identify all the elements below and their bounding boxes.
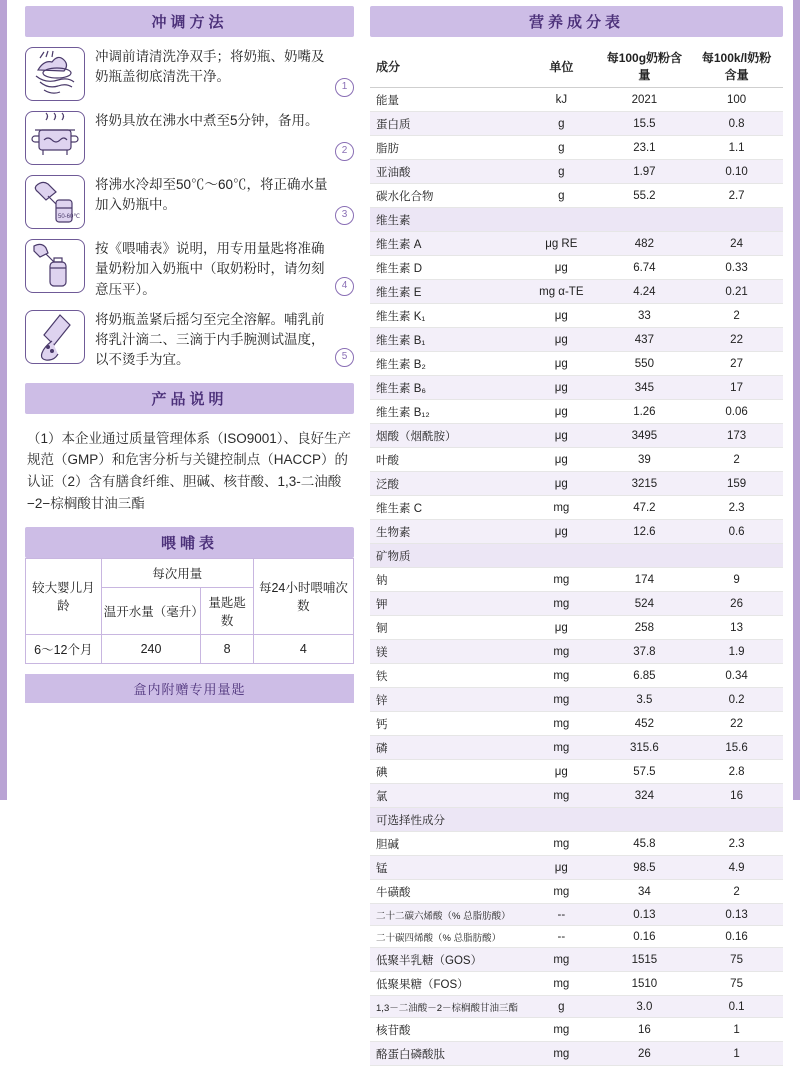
nutrition-cell-per100ml: 17 — [690, 376, 783, 400]
nutrition-cell-name: 低聚果糖（FOS） — [370, 972, 524, 996]
nutrition-cell-per100g: 345 — [599, 376, 691, 400]
nutrition-cell-per100g: 3.5 — [599, 688, 691, 712]
nutrition-cell-name: 叶酸 — [370, 448, 524, 472]
nutrition-cell-unit: mg — [524, 736, 599, 760]
table-row — [370, 712, 783, 736]
nutrition-cell-per100ml: 159 — [690, 472, 783, 496]
nutrition-cell-per100g: 1510 — [599, 972, 691, 996]
nutrition-cell-per100g: 3495 — [599, 424, 691, 448]
nutrition-cell-per100ml: 0.10 — [690, 160, 783, 184]
nutrition-cell-name: 蛋白质 — [370, 112, 524, 136]
nutrition-group-label: 可选择性成分 — [370, 808, 524, 832]
nutrition-cell-name: 维生素 B₁ — [370, 328, 524, 352]
nutrition-cell-per100ml: 2.3 — [690, 832, 783, 856]
nutrition-cell-unit: mg — [524, 1042, 599, 1066]
preparation-step — [25, 47, 354, 101]
preparation-step — [25, 111, 354, 165]
table-row — [370, 352, 783, 376]
nutrition-group-blank — [599, 208, 691, 232]
table-row — [370, 280, 783, 304]
nutrition-cell-per100g: 258 — [599, 616, 691, 640]
preparation-step-text: 将奶瓶盖紧后摇匀至完全溶解。哺乳前将乳汁滴二、三滴于内手腕测试温度，以不烫手为宜。 — [95, 311, 325, 368]
step-number: 5 — [335, 348, 354, 367]
left-column — [11, 6, 362, 796]
nutrition-cell-name: 核苷酸 — [370, 1018, 524, 1042]
nutrition-cell-name: 维生素 D — [370, 256, 524, 280]
washing-hands-icon — [25, 47, 85, 101]
nutrition-cell-per100g: 16 — [599, 1018, 691, 1042]
nutrition-cell-per100ml: 0.16 — [690, 926, 783, 948]
nutrition-cell-per100g: 98.5 — [599, 856, 691, 880]
step-number: 2 — [335, 142, 354, 161]
nutrition-cell-unit: mg α-TE — [524, 280, 599, 304]
nutrition-title: 营养成分表 — [370, 6, 783, 37]
preparation-step-text: 将奶具放在沸水中煮至5分钟，备用。 — [95, 113, 319, 128]
nutrition-cell-per100g: 174 — [599, 568, 691, 592]
table-row — [370, 1018, 783, 1042]
nutrition-cell-per100g: 47.2 — [599, 496, 691, 520]
right-column — [362, 6, 789, 1061]
nutrition-cell-unit: mg — [524, 496, 599, 520]
table-row — [370, 88, 783, 112]
nutrition-cell-unit: μg — [524, 448, 599, 472]
nutrition-cell-per100ml: 2 — [690, 448, 783, 472]
nutrition-cell-per100g: 0.16 — [599, 926, 691, 948]
nutrition-cell-name: 烟酸（烟酰胺） — [370, 424, 524, 448]
nutrition-header-name: 成分 — [370, 45, 524, 88]
scoop-included-note: 盒内附赠专用量匙 — [25, 674, 354, 703]
nutrition-cell-unit: μg — [524, 400, 599, 424]
measuring-scoop-icon — [25, 239, 85, 293]
nutrition-table — [370, 45, 783, 1066]
nutrition-cell-per100ml: 22 — [690, 712, 783, 736]
table-row — [370, 616, 783, 640]
table-row — [370, 568, 783, 592]
nutrition-cell-unit: μg RE — [524, 232, 599, 256]
nutrition-cell-per100ml: 0.21 — [690, 280, 783, 304]
nutrition-cell-name: 磷 — [370, 736, 524, 760]
nutrition-cell-unit: μg — [524, 328, 599, 352]
nutrition-cell-unit: μg — [524, 472, 599, 496]
feeding-cell-times: 4 — [253, 634, 353, 663]
nutrition-cell-name: 碘 — [370, 760, 524, 784]
nutrition-cell-unit: mg — [524, 640, 599, 664]
nutrition-cell-name: 能量 — [370, 88, 524, 112]
table-row — [370, 880, 783, 904]
feeding-table-section — [25, 527, 354, 703]
nutrition-cell-per100ml: 2.3 — [690, 496, 783, 520]
table-row — [370, 184, 783, 208]
feeding-header-per-24h: 每24小时喂哺次数 — [253, 558, 353, 634]
nutrition-cell-unit: -- — [524, 926, 599, 948]
table-row — [370, 760, 783, 784]
nutrition-cell-unit: g — [524, 996, 599, 1018]
nutrition-cell-per100ml: 1.1 — [690, 136, 783, 160]
table-row — [370, 664, 783, 688]
nutrition-cell-per100ml: 100 — [690, 88, 783, 112]
nutrition-cell-per100ml: 0.13 — [690, 904, 783, 926]
nutrition-cell-per100ml: 1.9 — [690, 640, 783, 664]
pouring-water-icon — [25, 175, 85, 229]
nutrition-group-row — [370, 544, 783, 568]
table-row — [26, 634, 354, 663]
nutrition-cell-per100g: 6.85 — [599, 664, 691, 688]
feeding-cell-water: 240 — [101, 634, 201, 663]
nutrition-cell-per100g: 315.6 — [599, 736, 691, 760]
table-row — [370, 996, 783, 1018]
nutrition-cell-per100g: 0.13 — [599, 904, 691, 926]
nutrition-cell-unit: g — [524, 160, 599, 184]
nutrition-cell-per100ml: 26 — [690, 592, 783, 616]
nutrition-cell-name: 1,3－二油酸－2－棕榈酸甘油三酯 — [370, 996, 524, 1018]
nutrition-cell-per100g: 39 — [599, 448, 691, 472]
nutrition-cell-per100g: 3215 — [599, 472, 691, 496]
nutrition-cell-per100ml: 4.9 — [690, 856, 783, 880]
nutrition-cell-per100g: 26 — [599, 1042, 691, 1066]
nutrition-cell-per100g: 45.8 — [599, 832, 691, 856]
preparation-step — [25, 175, 354, 229]
table-row — [26, 558, 354, 587]
table-row — [370, 496, 783, 520]
nutrition-cell-per100ml: 1 — [690, 1042, 783, 1066]
nutrition-cell-unit: μg — [524, 520, 599, 544]
table-row — [370, 972, 783, 996]
nutrition-header-unit: 单位 — [524, 45, 599, 88]
nutrition-cell-per100g: 1515 — [599, 948, 691, 972]
preparation-step-text: 按《喂哺表》说明，用专用量匙将准确量奶粉加入奶瓶中（取奶粉时，请勿刻意压平）。 — [95, 241, 325, 297]
nutrition-cell-unit: g — [524, 136, 599, 160]
nutrition-cell-per100ml: 0.33 — [690, 256, 783, 280]
nutrition-cell-per100ml: 9 — [690, 568, 783, 592]
table-row — [370, 256, 783, 280]
nutrition-cell-per100ml: 13 — [690, 616, 783, 640]
nutrition-cell-unit: μg — [524, 352, 599, 376]
nutrition-cell-per100g: 324 — [599, 784, 691, 808]
nutrition-cell-unit: mg — [524, 948, 599, 972]
nutrition-cell-per100g: 550 — [599, 352, 691, 376]
table-row — [370, 376, 783, 400]
nutrition-cell-unit: mg — [524, 784, 599, 808]
nutrition-cell-per100ml: 27 — [690, 352, 783, 376]
table-row — [370, 304, 783, 328]
nutrition-cell-unit: mg — [524, 880, 599, 904]
feeding-cell-age: 6～12个月 — [26, 634, 102, 663]
nutrition-cell-unit: mg — [524, 832, 599, 856]
nutrition-cell-name: 低聚半乳糖（GOS） — [370, 948, 524, 972]
nutrition-cell-unit: μg — [524, 616, 599, 640]
nutrition-cell-per100ml: 16 — [690, 784, 783, 808]
nutrition-cell-name: 二十碳四烯酸（% 总脂肪酸） — [370, 926, 524, 948]
nutrition-cell-name: 锌 — [370, 688, 524, 712]
feeding-header-scoops: 量匙匙数 — [201, 587, 253, 634]
nutrition-cell-unit: μg — [524, 256, 599, 280]
nutrition-cell-per100g: 33 — [599, 304, 691, 328]
table-row — [370, 856, 783, 880]
nutrition-cell-per100g: 1.26 — [599, 400, 691, 424]
nutrition-cell-name: 亚油酸 — [370, 160, 524, 184]
feeding-table-title: 喂哺表 — [25, 527, 354, 558]
nutrition-cell-per100ml: 75 — [690, 948, 783, 972]
nutrition-cell-name: 钠 — [370, 568, 524, 592]
nutrition-cell-per100g: 34 — [599, 880, 691, 904]
nutrition-cell-per100g: 55.2 — [599, 184, 691, 208]
nutrition-cell-per100ml: 75 — [690, 972, 783, 996]
wrist-test-icon — [25, 310, 85, 364]
table-row — [370, 232, 783, 256]
nutrition-cell-per100g: 12.6 — [599, 520, 691, 544]
nutrition-cell-name: 维生素 B₁₂ — [370, 400, 524, 424]
table-row — [370, 784, 783, 808]
nutrition-cell-name: 镁 — [370, 640, 524, 664]
nutrition-cell-unit: mg — [524, 568, 599, 592]
nutrition-cell-per100ml: 0.2 — [690, 688, 783, 712]
nutrition-cell-name: 维生素 A — [370, 232, 524, 256]
nutrition-cell-unit: μg — [524, 304, 599, 328]
nutrition-cell-unit: mg — [524, 712, 599, 736]
table-row — [370, 948, 783, 972]
nutrition-group-blank — [690, 544, 783, 568]
nutrition-cell-name: 二十二碳六烯酸（% 总脂肪酸） — [370, 904, 524, 926]
preparation-steps-list — [25, 47, 354, 371]
table-row — [370, 136, 783, 160]
step-number: 3 — [335, 206, 354, 225]
nutrition-group-blank — [524, 544, 599, 568]
nutrition-cell-per100ml: 0.8 — [690, 112, 783, 136]
table-row — [370, 328, 783, 352]
table-row — [370, 112, 783, 136]
nutrition-cell-name: 铜 — [370, 616, 524, 640]
nutrition-cell-per100g: 57.5 — [599, 760, 691, 784]
step-number: 1 — [335, 78, 354, 97]
nutrition-cell-per100ml: 2 — [690, 880, 783, 904]
nutrition-cell-per100ml: 2 — [690, 304, 783, 328]
nutrition-cell-unit: μg — [524, 760, 599, 784]
nutrition-cell-per100g: 37.8 — [599, 640, 691, 664]
nutrition-cell-per100ml: 2.8 — [690, 760, 783, 784]
nutrition-cell-per100g: 6.74 — [599, 256, 691, 280]
preparation-step — [25, 310, 354, 371]
nutrition-cell-name: 胆碱 — [370, 832, 524, 856]
table-row — [370, 832, 783, 856]
nutrition-cell-name: 脂肪 — [370, 136, 524, 160]
table-row — [370, 400, 783, 424]
nutrition-cell-name: 铁 — [370, 664, 524, 688]
nutrition-group-row — [370, 208, 783, 232]
step-number: 4 — [335, 277, 354, 296]
product-description-text: （1）本企业通过质量管理体系（ISO9001）、良好生产规范（GMP）和危害分析与关键控制点（HACCP）的认证（2）含有膳食纤维、胆碱、核苷酸、1,3-二油酸−2−棕榈酸甘油三酯 — [27, 430, 352, 512]
feeding-cell-scoops: 8 — [201, 634, 253, 663]
nutrition-cell-name: 泛酸 — [370, 472, 524, 496]
nutrition-cell-name: 维生素 E — [370, 280, 524, 304]
nutrition-group-blank — [524, 208, 599, 232]
nutrition-cell-name: 钾 — [370, 592, 524, 616]
nutrition-cell-per100g: 15.5 — [599, 112, 691, 136]
nutrition-cell-per100ml: 1 — [690, 1018, 783, 1042]
table-row — [370, 904, 783, 926]
nutrition-cell-name: 维生素 B₆ — [370, 376, 524, 400]
nutrition-cell-unit: g — [524, 112, 599, 136]
feeding-table — [25, 558, 354, 664]
nutrition-header-per100g: 每100g奶粉含量 — [599, 45, 691, 88]
table-row — [370, 520, 783, 544]
nutrition-cell-per100ml: 2.7 — [690, 184, 783, 208]
nutrition-group-label: 维生素 — [370, 208, 524, 232]
nutrition-cell-name: 维生素 B₂ — [370, 352, 524, 376]
preparation-step-text: 将沸水冷却至50℃～60℃，将正确水量加入奶瓶中。 — [95, 177, 328, 213]
nutrition-cell-unit: μg — [524, 376, 599, 400]
nutrition-cell-per100g: 4.24 — [599, 280, 691, 304]
nutrition-cell-unit: g — [524, 184, 599, 208]
feeding-header-age: 较大婴儿月龄 — [26, 558, 102, 634]
table-row — [370, 448, 783, 472]
table-row — [370, 1042, 783, 1066]
nutrition-cell-per100ml: 15.6 — [690, 736, 783, 760]
nutrition-cell-per100ml: 0.34 — [690, 664, 783, 688]
table-row — [370, 926, 783, 948]
nutrition-cell-name: 锰 — [370, 856, 524, 880]
nutrition-cell-name: 钙 — [370, 712, 524, 736]
preparation-step — [25, 239, 354, 300]
nutrition-cell-unit: mg — [524, 688, 599, 712]
nutrition-cell-unit: mg — [524, 1018, 599, 1042]
nutrition-cell-per100ml: 0.06 — [690, 400, 783, 424]
preparation-title: 冲调方法 — [25, 6, 354, 37]
nutrition-cell-per100g: 452 — [599, 712, 691, 736]
nutrition-cell-unit: mg — [524, 972, 599, 996]
nutrition-group-blank — [599, 808, 691, 832]
nutrition-cell-unit: kJ — [524, 88, 599, 112]
nutrition-cell-per100g: 2021 — [599, 88, 691, 112]
nutrition-cell-unit: μg — [524, 856, 599, 880]
nutrition-cell-per100ml: 24 — [690, 232, 783, 256]
table-row — [370, 592, 783, 616]
nutrition-cell-name: 牛磺酸 — [370, 880, 524, 904]
nutrition-group-label: 矿物质 — [370, 544, 524, 568]
nutrition-cell-unit: mg — [524, 592, 599, 616]
table-row — [370, 688, 783, 712]
feeding-header-per-feed: 每次用量 — [101, 558, 253, 587]
table-row — [370, 424, 783, 448]
nutrition-group-blank — [524, 808, 599, 832]
nutrition-group-row — [370, 808, 783, 832]
nutrition-cell-per100g: 482 — [599, 232, 691, 256]
nutrition-cell-name: 酪蛋白磷酸肽 — [370, 1042, 524, 1066]
svg-text:50-60℃: 50-60℃ — [58, 214, 81, 220]
nutrition-cell-unit: mg — [524, 664, 599, 688]
table-row — [370, 640, 783, 664]
nutrition-cell-per100g: 3.0 — [599, 996, 691, 1018]
table-header-row — [370, 45, 783, 88]
nutrition-group-blank — [599, 544, 691, 568]
nutrition-group-blank — [690, 208, 783, 232]
table-row — [370, 472, 783, 496]
table-row — [370, 736, 783, 760]
nutrition-cell-per100g: 1.97 — [599, 160, 691, 184]
nutrition-cell-unit: -- — [524, 904, 599, 926]
nutrition-cell-name: 维生素 C — [370, 496, 524, 520]
nutrition-cell-name: 维生素 K₁ — [370, 304, 524, 328]
nutrition-header-per100ml: 每100k/l奶粉含量 — [690, 45, 783, 88]
preparation-step-text: 冲调前请清洗净双手；将奶瓶、奶嘴及奶瓶盖彻底清洗干净。 — [95, 49, 325, 85]
nutrition-cell-per100ml: 173 — [690, 424, 783, 448]
product-description-title: 产品说明 — [25, 383, 354, 414]
nutrition-cell-per100ml: 0.6 — [690, 520, 783, 544]
feeding-header-water: 温开水量（毫升） — [101, 587, 201, 634]
table-row — [370, 160, 783, 184]
nutrition-cell-name: 生物素 — [370, 520, 524, 544]
boiling-pot-icon — [25, 111, 85, 165]
nutrition-cell-per100ml: 22 — [690, 328, 783, 352]
nutrition-cell-per100ml: 0.1 — [690, 996, 783, 1018]
nutrition-table-body — [370, 88, 783, 1066]
nutrition-cell-per100g: 524 — [599, 592, 691, 616]
nutrition-cell-name: 碳水化合物 — [370, 184, 524, 208]
nutrition-cell-per100g: 23.1 — [599, 136, 691, 160]
nutrition-cell-per100g: 437 — [599, 328, 691, 352]
nutrition-cell-unit: μg — [524, 424, 599, 448]
nutrition-group-blank — [690, 808, 783, 832]
nutrition-cell-name: 氯 — [370, 784, 524, 808]
